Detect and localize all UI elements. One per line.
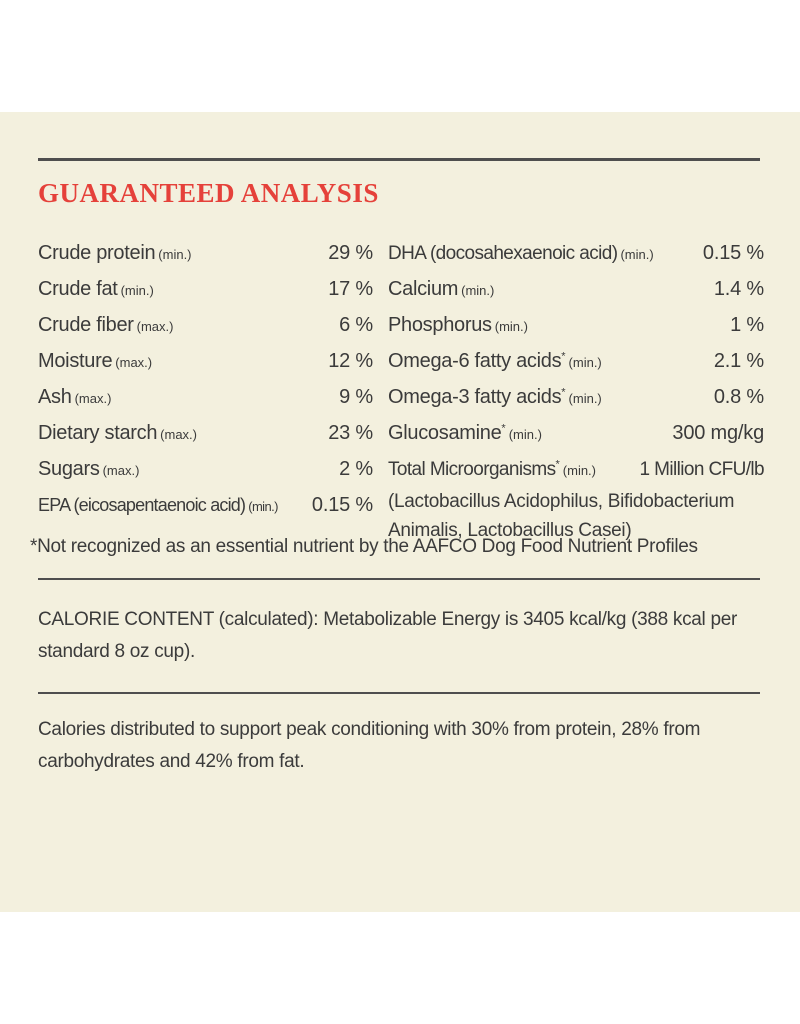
asterisk-mark: * [555, 458, 560, 471]
nutrient-value: 6 % [339, 314, 373, 336]
nutrient-row [388, 242, 764, 278]
nutrient-row [388, 458, 764, 487]
nutrient-qualifier: (max.) [136, 319, 174, 334]
nutrient-row [38, 350, 373, 386]
nutrient-qualifier: (min.) [508, 427, 542, 442]
nutrient-label: Total Microorganisms [388, 459, 556, 480]
nutrient-label: Glucosamine [388, 422, 502, 444]
divider [38, 578, 760, 580]
nutrient-label: Crude protein [38, 242, 156, 264]
nutrient-qualifier: (max.) [160, 427, 198, 442]
nutrient-label: Omega-6 fatty acids [388, 350, 562, 372]
nutrient-value: 300 mg/kg [672, 422, 764, 444]
nutrient-label: Crude fiber [38, 314, 134, 336]
nutrient-value: 23 % [328, 422, 373, 444]
nutrient-qualifier: (max.) [102, 463, 140, 478]
nutrient-label: Moisture [38, 350, 113, 372]
nutrient-row [388, 350, 764, 386]
nutrient-value: 2 % [339, 458, 373, 480]
nutrient-value: 1.4 % [713, 278, 764, 300]
nutrient-qualifier: (min.) [568, 391, 602, 406]
asterisk-mark: * [501, 422, 506, 435]
nutrient-value: 1 % [730, 314, 764, 336]
nutrient-qualifier: (min.) [461, 283, 495, 298]
nutrient-row [38, 314, 373, 350]
calorie-content-text: CALORIE CONTENT (calculated): Metabolizable Energy is 3405 kcal/kg (388 kcal per standard 8 oz cup). [38, 609, 738, 662]
nutrient-label: Ash [38, 386, 72, 408]
nutrient-qualifier: (max.) [74, 391, 112, 406]
nutrient-row [388, 278, 764, 314]
microorganisms-note-line: (Lactobacillus Acidophilus, Bifidobacterium [388, 491, 735, 512]
section-title: GUARANTEED ANALYSIS [38, 178, 379, 208]
right-nutrient-column [388, 242, 764, 545]
asterisk-mark: * [561, 350, 566, 363]
nutrient-value: 0.8 % [713, 386, 764, 408]
nutrient-qualifier: (min.) [158, 247, 192, 262]
nutrient-qualifier: (min.) [120, 283, 154, 298]
nutrient-value: 0.15 % [311, 494, 373, 516]
nutrient-row [388, 422, 764, 458]
nutrient-qualifier: (min.) [568, 355, 602, 370]
calorie-distribution-text: Calories distributed to support peak conditioning with 30% from protein, 28% from carbohydrates and 42% from fat. [38, 719, 701, 772]
nutrient-qualifier: (min.) [562, 463, 596, 478]
nutrient-qualifier: (min.) [620, 247, 654, 262]
nutrient-value: 29 % [328, 242, 373, 264]
nutrient-label: Dietary starch [38, 422, 158, 444]
nutrient-value: 1 Million CFU/lb [639, 459, 764, 480]
nutrient-label: Calcium [388, 278, 459, 300]
nutrient-qualifier: (min.) [248, 499, 278, 514]
nutrient-label: DHA (docosahexaenoic acid) [388, 243, 618, 264]
nutrient-value: 17 % [328, 278, 373, 300]
nutrient-value: 9 % [339, 386, 373, 408]
nutrient-row [38, 494, 373, 530]
divider [38, 692, 760, 694]
nutrient-label: Crude fat [38, 278, 118, 300]
nutrient-label: Omega-3 fatty acids [388, 386, 562, 408]
nutrient-row [38, 242, 373, 278]
nutrient-qualifier: (min.) [494, 319, 528, 334]
nutrient-row [388, 386, 764, 422]
nutrient-value: 12 % [328, 350, 373, 372]
top-divider [38, 158, 760, 161]
nutrient-row [388, 314, 764, 350]
nutrient-row [38, 422, 373, 458]
nutrient-label: EPA (eicosapentaenoic acid) [38, 495, 246, 515]
nutrient-row [38, 458, 373, 494]
asterisk-mark: * [561, 386, 566, 399]
nutrient-label: Sugars [38, 458, 100, 480]
nutrient-row [38, 386, 373, 422]
aafco-footnote: *Not recognized as an essential nutrient by the AAFCO Dog Food Nutrient Profiles [30, 536, 698, 557]
nutrient-qualifier: (max.) [115, 355, 153, 370]
nutrient-row [38, 278, 373, 314]
microorganisms-note-line: Animalis, Lactobacillus Casei) [388, 520, 632, 541]
left-nutrient-column [38, 242, 373, 530]
nutrient-label: Phosphorus [388, 314, 492, 336]
nutrient-value: 2.1 % [713, 350, 764, 372]
nutrient-value: 0.15 % [702, 242, 764, 264]
analysis-panel [0, 112, 800, 912]
